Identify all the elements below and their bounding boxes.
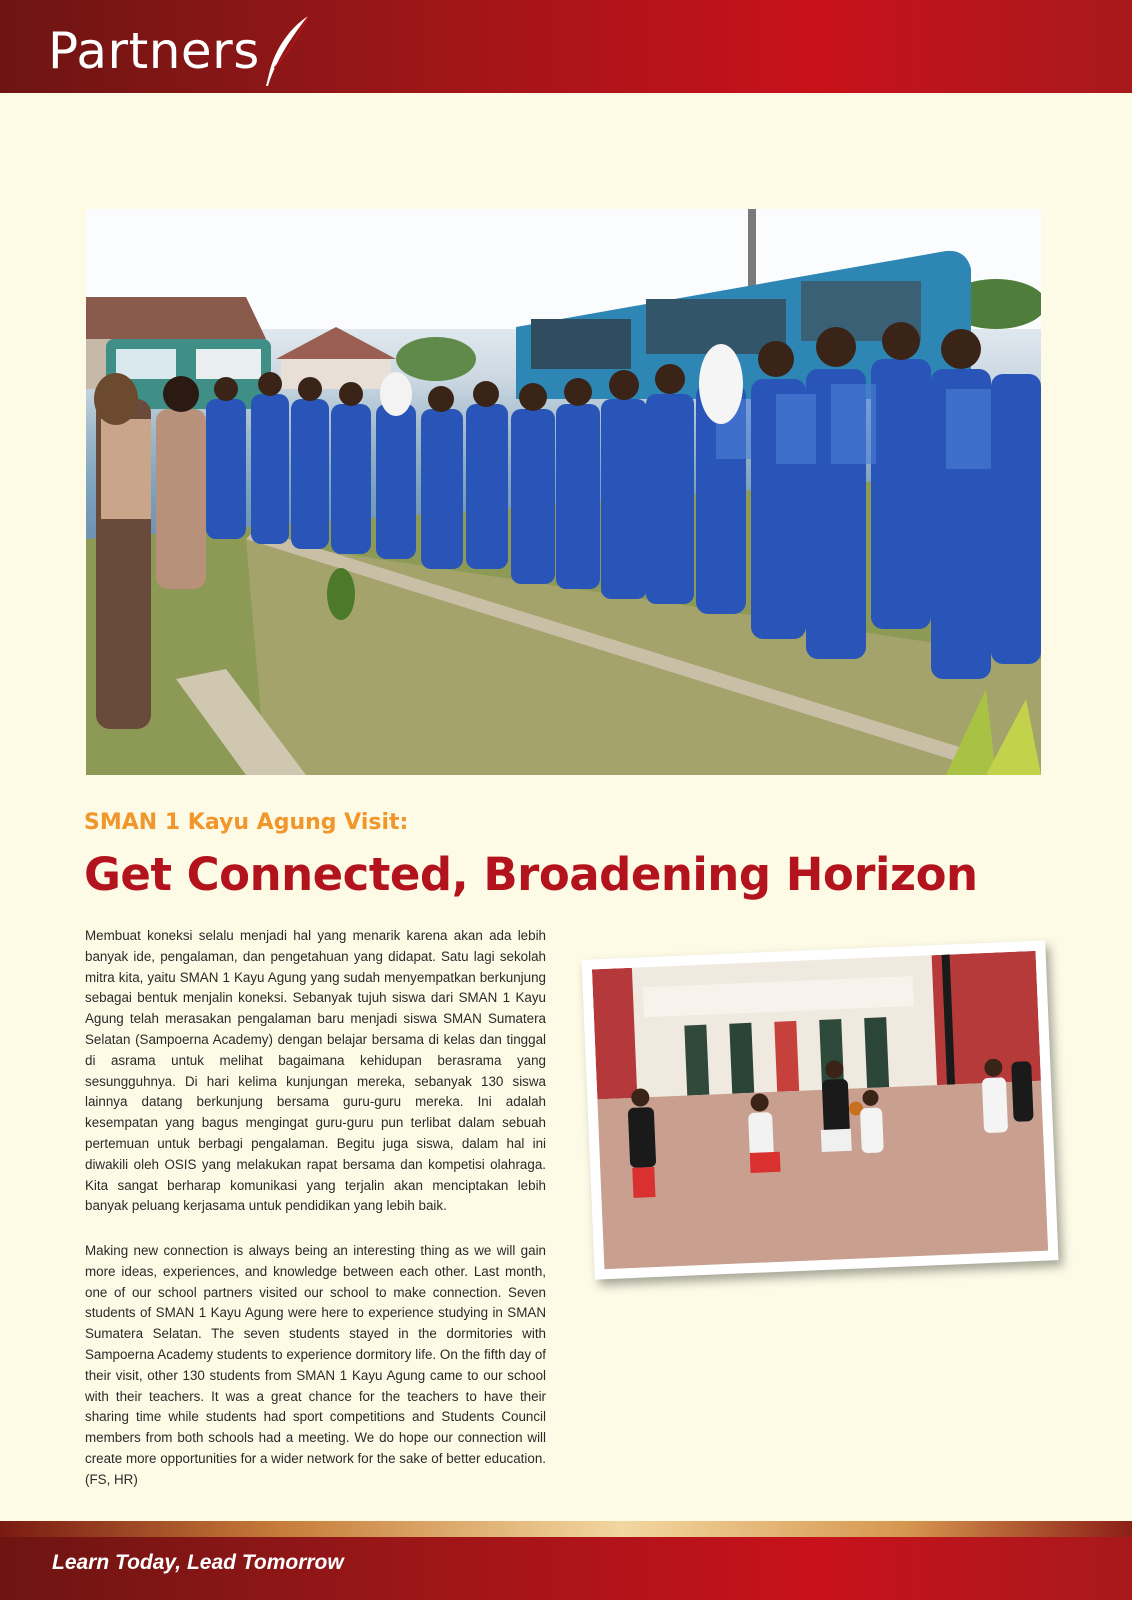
footer-tagline: Learn Today, Lead Tomorrow	[52, 1551, 344, 1574]
quill-icon	[260, 14, 312, 90]
paragraph-english: Making new connection is always being an interesting thing as we will gain more ideas, experiences, and knowledge between each other. Last month, one of our school partners visited our school to make connection. Seven students of SMAN 1 Kayu Agung were here to experience studying in SMAN Sumatera Selatan. The seven students stayed in the dormitories with Sampoerna Academy students to experience dormitory life. On the fifth day of their visit, other 130 students from SMAN 1 Kayu Agung came to our school with their teachers. It was a great chance for the teachers to have their sharing time while students had sport competitions and Students Council members from both schools had a meeting. We do hope our connection will create more opportunities for a wider network for the sake of better education.(FS, HR)	[85, 1243, 546, 1487]
header-bar	[0, 0, 1132, 93]
footer-bar	[0, 1537, 1132, 1600]
footer-accent-strip	[0, 1521, 1132, 1537]
students-group-photo	[86, 209, 1041, 775]
paragraph-indonesian: Membuat koneksi selalu menjadi hal yang menarik karena akan ada lebih banyak ide, pengalaman, dan pengetahuan yang didapat. Satu lagi sekolah mitra kita, yaitu SMAN 1 Kayu Agung yang sudah menyempatkan berkunjung sebagai bentuk menjalin koneksi. Sebanyak tujuh siswa dari SMAN 1 Kayu Agung telah merasakan pengalaman baru menjadi siswa SMAN Sumatera Selatan (Sampoerna Academy) dengan belajar bersama di kelas dan tinggal di asrama untuk melihat bagaimana kehidupan berasrama yang sesungguhnya. Di hari kelima kunjungan mereka, sebanyak 130 siswa lainnya datang berkunjung bersama guru-guru mereka. Ini adalah kesempatan yang bagus mengingat guru-guru pun terlibat dalam sebuah pertemuan untuk berbagi pengalaman. Begitu juga siswa, dalam hal ini diwakili oleh OSIS yang melakukan rapat bersama dan kompetisi olahraga. Kita sangat berharap komunikasi yang terjalin akan menciptakan lebih banyak peluang kerjasama untuk pendidikan yang lebih baik.	[85, 928, 546, 1214]
basketball-game-photo	[592, 951, 1048, 1269]
article-headline: Get Connected, Broadening Horizon	[84, 848, 978, 901]
section-title: Partners	[48, 22, 260, 80]
basketball-photo-frame	[582, 940, 1059, 1279]
article-kicker: SMAN 1 Kayu Agung Visit:	[84, 810, 409, 835]
